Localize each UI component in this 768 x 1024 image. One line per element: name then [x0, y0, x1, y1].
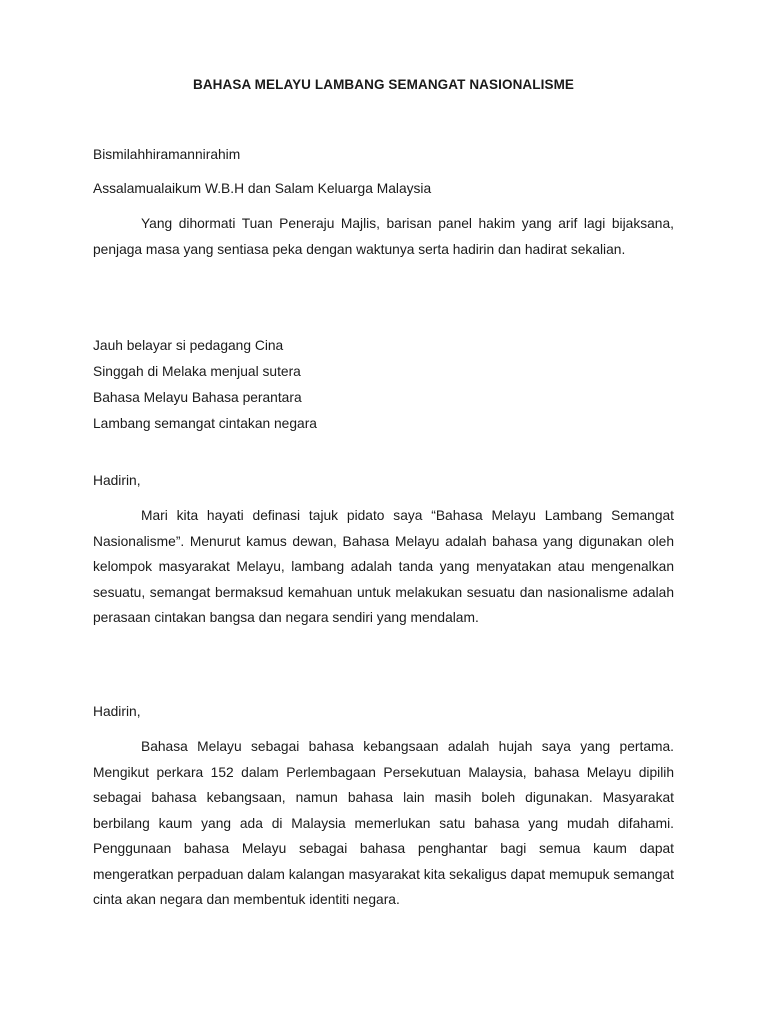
greeting-line: Assalamualaikum W.B.H dan Salam Keluarga Malaysia	[93, 181, 432, 196]
pantun-line: Bahasa Melayu Bahasa perantara	[93, 390, 302, 405]
pantun-line: Singgah di Melaka menjual sutera	[93, 364, 301, 379]
salutation-heading: Hadirin,	[93, 473, 141, 488]
intro-paragraph: Yang dihormati Tuan Peneraju Majlis, barisan panel hakim yang arif lagi bijaksana, penjaga masa yang sentiasa peka dengan waktunya serta hadirin dan hadirat sekalian.	[93, 216, 674, 257]
argument-paragraph: Bahasa Melayu sebagai bahasa kebangsaan adalah hujah saya yang pertama. Mengikut perkara 152 dalam Perlembagaan Persekutuan Malaysia, bahasa Melayu dipilih sebagai bahasa kebangsaan, namun bahasa lain masih boleh digunakan. Masyarakat berbilang kaum yang ada di Malaysia memerlukan satu bahasa yang mudah difahami. Penggunaan bahasa Melayu sebagai bahasa penghantar bagi semua kaum dapat mengeratkan perpaduan dalam kalangan masyarakat kita sekaligus dapat memupuk semangat cinta akan negara dan membentuk identiti negara.	[93, 739, 674, 907]
pantun-line: Lambang semangat cintakan negara	[93, 416, 317, 431]
pantun-stanza	[93, 333, 317, 437]
pantun-line: Jauh belayar si pedagang Cina	[93, 338, 284, 353]
opening-line: Bismilahhiramannirahim	[93, 147, 241, 162]
salutation-heading: Hadirin,	[93, 704, 141, 719]
definition-paragraph: Mari kita hayati definasi tajuk pidato saya “Bahasa Melayu Lambang Semangat Nasionalisme”. Menurut kamus dewan, Bahasa Melayu adalah bahasa yang digunakan oleh kelompok masyarakat Melayu, lambang adalah tanda yang menyatakan atau mengenalkan sesuatu, semangat bermaksud kemahuan untuk melakukan sesuatu dan nasionalisme adalah perasaan cintakan bangsa dan negara sendiri yang mendalam.	[93, 508, 674, 625]
document-title: BAHASA MELAYU LAMBANG SEMANGAT NASIONALISME	[192, 77, 575, 92]
